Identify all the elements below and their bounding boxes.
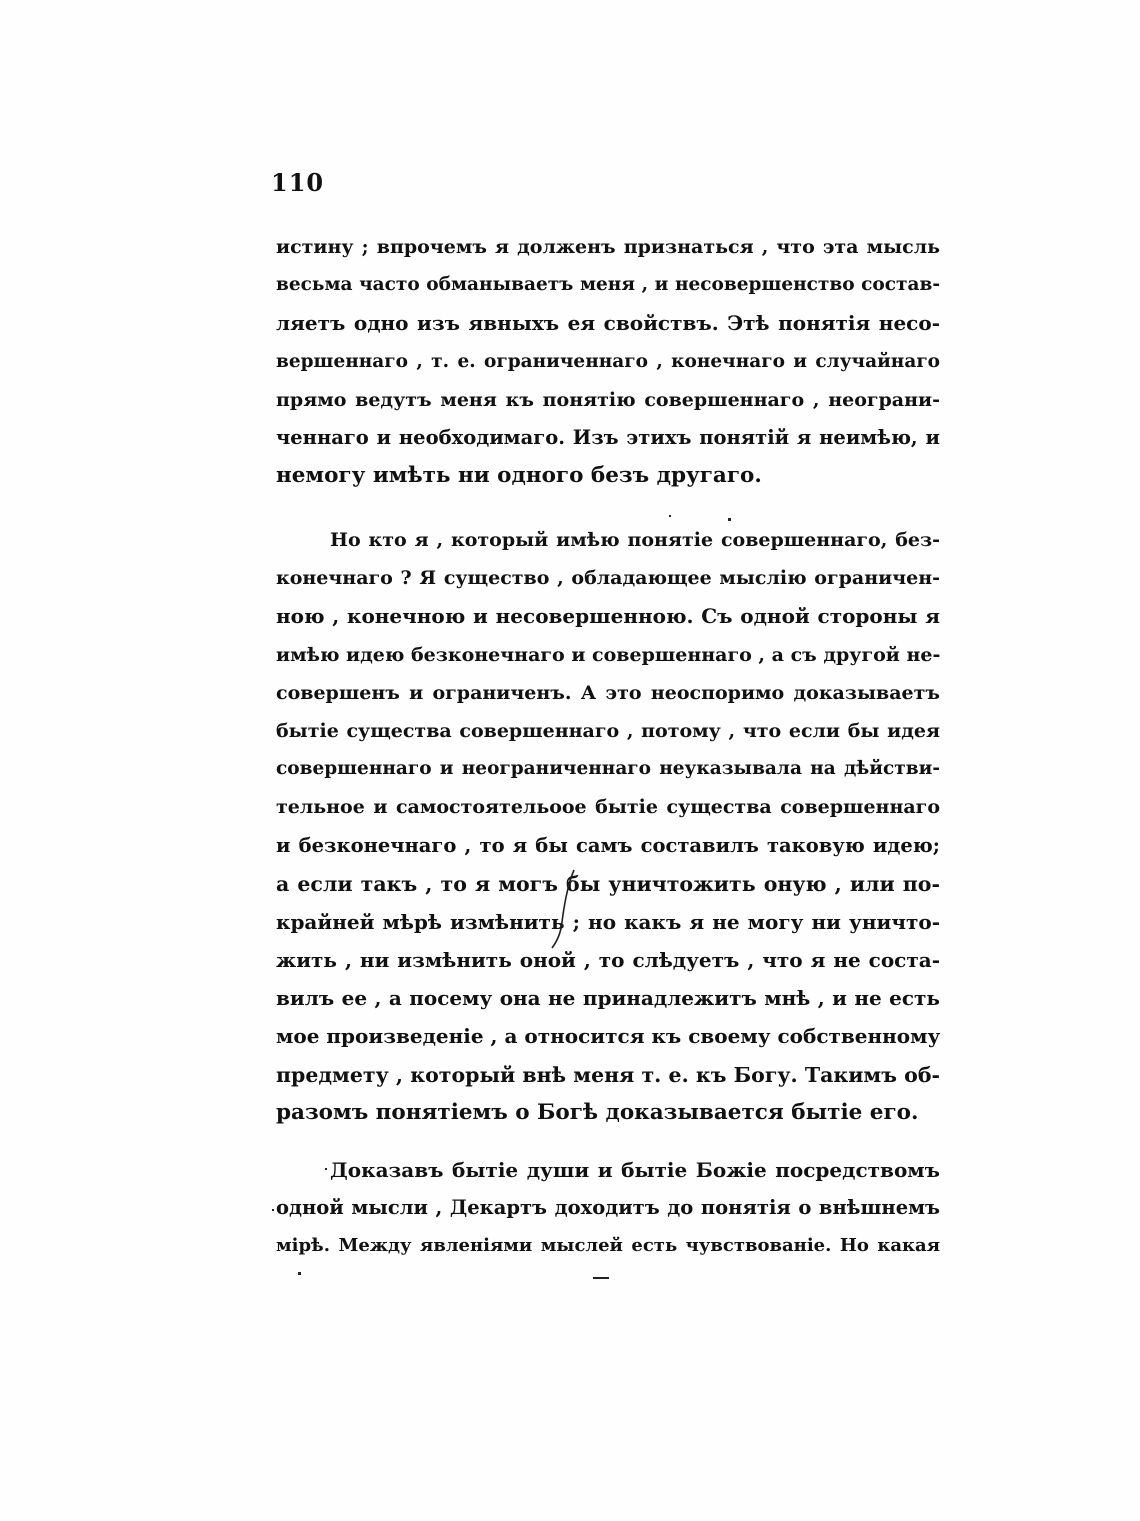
text-line: предмету , который внѣ меня т. е. къ Богу. Такимъ об- <box>276 1062 940 1087</box>
text-line: жить , ни измѣнить оной , то слѣдуетъ , что я не соста- <box>276 948 940 973</box>
scan-speck <box>593 1277 609 1279</box>
text-line: мое произведеніе , а относится къ своему собственному <box>276 1024 941 1049</box>
text-line: бытіе существа совершеннаго , потому , что если бы идея <box>276 719 940 742</box>
text-line: Доказавъ бытіе души и бытіе Божіе посредствомъ <box>330 1158 940 1182</box>
scan-speck <box>325 1168 327 1170</box>
text-line: конечнаго ? Я существо , обладающее мыслію ограничен- <box>276 567 940 590</box>
text-line: вершеннаго , т. е. ограниченнаго , конечнаго и случайнаго <box>276 350 940 372</box>
text-line: ною , конечною и несовершенною. Съ одной стороны я <box>276 604 940 629</box>
text-line: а если такъ , то я могъ бы уничтожить оную , или по- <box>276 871 940 896</box>
text-line: ляетъ одно изъ явныхъ ея свойствъ. Этѣ понятія несо- <box>276 311 940 336</box>
text-line: совершеннаго и неограниченнаго неуказывала на дѣйстви- <box>276 758 940 780</box>
paragraph-3 <box>276 1151 940 1266</box>
text-line: одной мысли , Декартъ доходитъ до понятія о внѣшнемъ <box>276 1196 940 1220</box>
paragraph-1 <box>276 228 940 495</box>
scan-speck <box>298 1272 301 1275</box>
text-line: крайней мѣрѣ измѣнить ; но какъ я не могу ни уничто- <box>276 909 940 934</box>
page-number: 110 <box>271 168 325 197</box>
text-line: немогу имѣть ни одного безъ другаго. <box>276 463 762 489</box>
text-line: и безконечнаго , то я бы самъ составилъ таковую идею; <box>276 833 940 857</box>
text-line: истину ; впрочемъ я долженъ признаться , что эта мысль <box>276 236 940 258</box>
scan-speck <box>669 515 671 517</box>
text-line: ченнаго и необходимаго. Изъ этихъ понятій я неимѣю, и <box>276 425 940 449</box>
paragraph-2 <box>276 521 940 1132</box>
text-line: тельное и самостоятельоое бытіе существа совершеннаго <box>276 796 940 819</box>
scan-speck <box>272 1209 274 1211</box>
text-line: весьма часто обманываетъ меня , и несовершенство состав- <box>276 274 940 296</box>
text-line: Но кто я , который имѣю понятіе совершеннаго, без- <box>330 529 940 551</box>
text-line: разомъ понятіемъ о Богѣ доказывается бытіе его. <box>276 1099 919 1125</box>
text-line: прямо ведутъ меня къ понятію совершеннаго , неограни- <box>276 388 940 411</box>
scan-speck <box>728 518 731 521</box>
text-line: совершенъ и ограниченъ. А это неоспоримо доказываетъ <box>276 681 940 704</box>
text-line: мірѣ. Между явленіями мыслей есть чувствованіе. Но какая <box>276 1235 940 1257</box>
pen-stroke-mark <box>548 866 578 952</box>
text-line: имѣю идею безконечнаго и совершеннаго , а съ другой не- <box>276 643 941 666</box>
text-line: вилъ ее , а посему она не принадлежитъ мнѣ , и не есть <box>276 986 940 1011</box>
